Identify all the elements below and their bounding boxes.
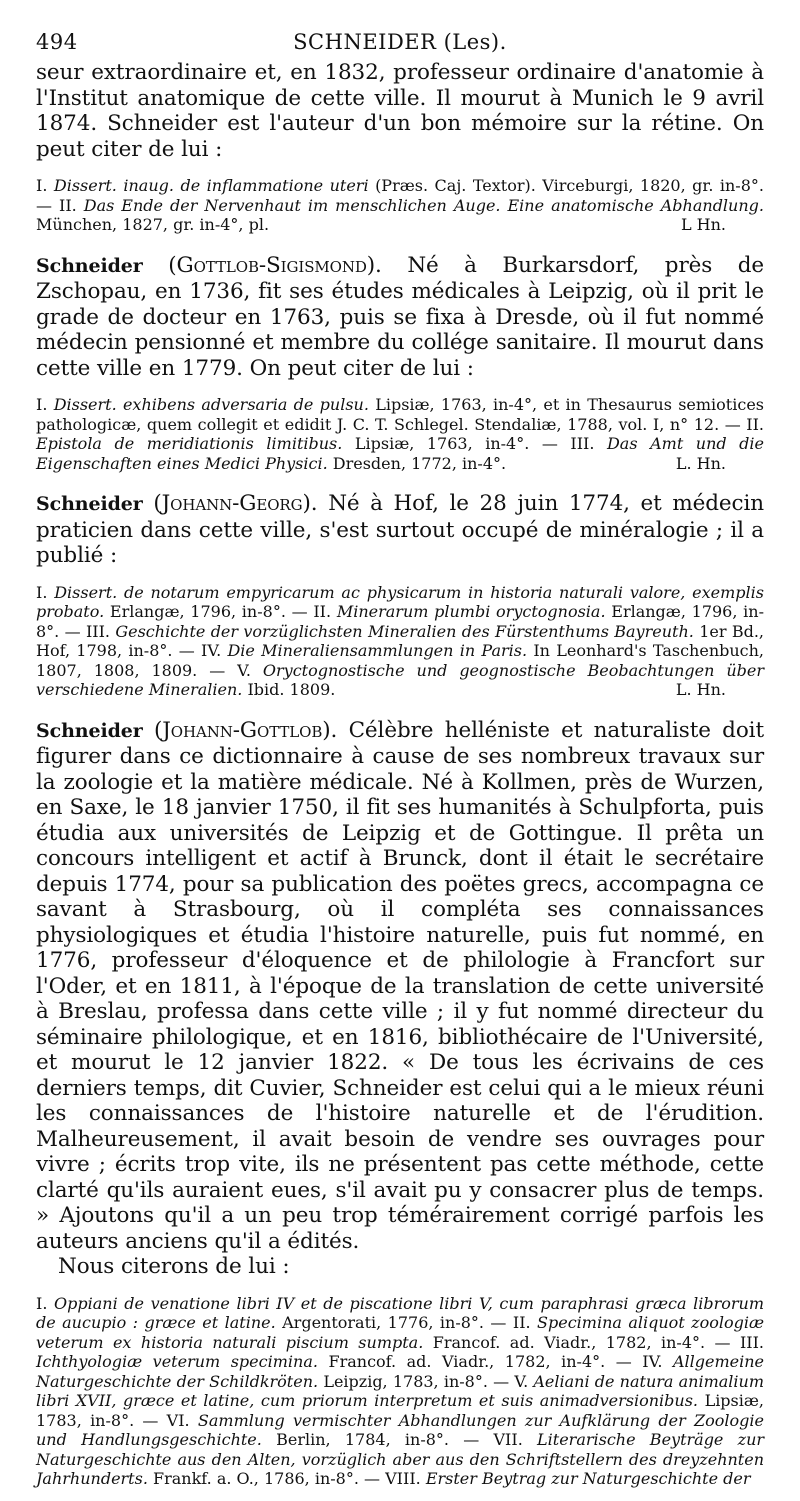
bib-num: II. <box>746 414 765 434</box>
bib-rest: Dresden, 1772, in-4°. <box>332 453 507 473</box>
running-title: SCHNEIDER (Les). <box>293 30 507 54</box>
bib-num: VII. <box>493 1430 523 1449</box>
bib-title: Aeliani de natura animalium libri XVII, græce et latine, cum priorum interpretum et suis animadversionibus. <box>36 1371 765 1410</box>
bib-num: II. <box>512 1313 531 1332</box>
bib-num: I. <box>36 1293 48 1313</box>
author-signature: L Hn. <box>680 215 726 234</box>
bib-title: Specimina aliquot zoologiæ veterum ex historia naturali piscium sumpta. <box>36 1313 765 1352</box>
bib-num: III. <box>85 621 110 641</box>
bib-num: I. <box>36 395 48 414</box>
bib-title: Minerarum plumbi oryctognosia. <box>336 602 606 621</box>
bib-rest: Lipsiæ, 1763, in-4°. <box>354 434 530 453</box>
bib-title: Allgemeine Naturgeschichte der Schildkröten. <box>36 1352 765 1391</box>
bib-num: I. <box>36 176 48 195</box>
entry-gottlob-sigismond <box>36 253 764 382</box>
author-signature: L. Hn. <box>675 453 726 473</box>
entry-given-names: (Johann-Gottlob). <box>154 717 338 743</box>
entry-name: Schneider <box>36 719 143 742</box>
bib-num: I. <box>36 582 48 602</box>
bib-title: Erster Beytrag zur Naturgeschichte der <box>425 1469 751 1488</box>
bib-title: Sammlung vermischter Abhandlungen zur Aufklärung der Zoologie und Handlungsgeschichte. <box>36 1410 764 1449</box>
bib-title: Geschichte der vorzüglichsten Mineralien des Fürstenthums Bayreuth. <box>115 621 694 641</box>
bib-rest: 1er Bd., Hof, 1798, in-8°. <box>36 621 764 660</box>
bib-num: V. <box>514 1371 529 1391</box>
entry-name: Schneider <box>36 493 143 515</box>
bib-rest: Lipsiæ, 1763, in-4°, et in Thesaurus semiotices pathologicæ, quem collegit et edidit J. C. T. Schlegel. Stendaliæ, 1788, vol. I, n° 12. <box>36 395 764 434</box>
entry-johann-gottlob <box>36 718 764 1255</box>
bib-rest: Lipsiæ, 1783, in-8°. <box>36 1391 764 1430</box>
bib-num: VIII. <box>385 1469 421 1488</box>
intro-bibliography: I. Dissert. inaug. de inflammatione uteri (Præs. Caj. Textor). Virceburgi, 1820, gr. in-8°. — II. Das Ende der Nervenhaut im menschlichen Auge. Eine anatomische Abhandlung. München, 1827, gr. in-4°, pl. L Hn. <box>36 176 764 234</box>
bib-title: Dissert. de notarum empyricarum ac physicarum in historia naturali valore, exemplis probato. <box>36 582 764 621</box>
bib-title: Die Mineraliensammlungen in Paris. <box>227 641 528 660</box>
bib-rest: Erlangæ, 1796, in-8°. <box>109 602 286 621</box>
entry-name: Schneider <box>36 254 143 277</box>
bib-rest: Argentorati, 1776, in-8°. <box>282 1313 484 1332</box>
entry-lead: Nous citerons de lui : <box>58 1254 290 1279</box>
bib-title: Das Ende der Nervenhaut im menschlichen Auge. Eine anatomische Abhandlung. <box>83 195 764 215</box>
bib-num: IV. <box>642 1352 663 1371</box>
bib-rest: München, 1827, gr. in-4°, pl. <box>36 215 270 234</box>
bib-title: Literarische Beyträge zur Naturgeschichte aus den Alten, vorzüglich aber aus den Schriftstellern des dreyzehnten Jahrhunderts. <box>36 1430 765 1488</box>
bib-title: Dissert. inaug. de inflammatione uteri <box>53 176 369 195</box>
bib-num: V. <box>237 660 251 680</box>
bib-rest: Frankf. a. O., 1786, in-8°. <box>153 1469 359 1488</box>
page-header <box>36 30 764 60</box>
intro-paragraph: seur extraordinaire et, en 1832, professeur ordinaire d'anatomie à l'Institut anatomique de cette ville. Il mourut à Munich le 9 avril 1874. Schneider est l'auteur d'un bon mémoire sur la rétine. On peut citer de lui : <box>36 60 764 162</box>
entry-text: Né à Hof, le 28 juin 1774, et médecin praticien dans cette ville, s'est surtout occupé de minéralogie ; il a publié : <box>36 491 765 568</box>
entry-text: Né à Burkarsdorf, près de Zschopau, en 1736, fit ses études médicales à Leipzig, où il prit le grade de docteur en 1763, puis se fixa à Dresde, où il fut nommé médecin pensionné et membre du collége sanitaire. Il mourut dans cette ville en 1779. On peut citer de lui : <box>36 252 764 381</box>
bib-num: III. <box>570 434 595 453</box>
bib-rest: Berlin, 1784, in-8°. <box>276 1430 450 1449</box>
bib-num: II. <box>59 195 77 215</box>
bib-title: Ichthyologiæ veterum specimina. <box>36 1352 318 1371</box>
entry-bibliography: I. Dissert. exhibens adversaria de pulsu. Lipsiæ, 1763, in-4°, et in Thesaurus semiotices pathologicæ, quem collegit et edidit J. C. T. Schlegel. Stendaliæ, 1788, vol. I, n° 12. — II. Epistola de meridiationis limitibus. Lipsiæ, 1763, in-4°. — III. Das Amt und die Eigenschaften eines Medici Physici. Dresden, 1772, in-4°. L. Hn. <box>36 395 765 473</box>
bib-num: IV. <box>201 641 222 660</box>
bib-num: VI. <box>166 1410 190 1430</box>
bib-num: III. <box>739 1332 765 1352</box>
bib-rest: Leipzig, 1783, in-8°. <box>323 1371 488 1391</box>
bib-title: Epistola de meridiationis limitibus. <box>36 434 343 453</box>
entry-given-names: (Gottlob-Sigismond). <box>168 252 382 278</box>
entry-bibliography: I. Dissert. de notarum empyricarum ac physicarum in historia naturali valore, exemplis probato. Erlangæ, 1796, in-8°. — II. Minerarum plumbi oryctognosia. Erlangæ, 1796, in-8°. — III. Geschichte der vorzüglichsten Mineralien des Fürstenthums Bayreuth. 1er Bd., Hof, 1798, in-8°. — IV. Die Mineraliensammlungen in Paris. In Leonhard's Taschenbuch, 1807, 1808, 1809. — V. Oryctognostische und geognostische Beobachtungen über verschiedene Mineralien. Ibid. 1809. L. Hn. <box>36 582 765 699</box>
entry-text: Célèbre helléniste et naturaliste doit figurer dans ce dictionnaire à cause de ses nombreux travaux sur la zoologie et la matière médicale. Né à Kollmen, près de Wurzen, en Saxe, le 18 janvier 1750, il fit ses humanités à Schulpforta, puis étudia aux universités de Leipzig et de Gottingue. Il prêta un concours intelligent et actif à Brunck, dont il était le secrétaire depuis 1774, pour sa publication des poëtes grecs, accompagna ce savant à Strasbourg, où il compléta ses connaissances physiologiques et étudia l'histoire naturelle, puis fut nommé, en 1776, professeur d'éloquence et de philologie à Francfort sur l'Oder, et en 1811, à l'époque de la translation de cette université à Breslau, professa dans cette ville ; il y fut nommé directeur du séminaire philologique, et en 1816, bibliothécaire de l'Université, et mourut le 12 janvier 1822. « De tous les écrivains de ces derniers temps, dit Cuvier, Schneider est celui qui a le mieux réuni les connaissances de l'histoire naturelle et de l'érudition. Malheureusement, il avait besoin de vendre ses ouvrages pour vivre ; écrits trop vite, ils ne présentent pas cette méthode, cette clarté qu'ils auraient eues, s'il avait pu y consacrer plus de temps. » Ajoutons qu'il a un peu trop témérairement corrigé parfois les auteurs anciens qu'il a édités. <box>36 717 764 1254</box>
bib-num: II. <box>313 602 332 621</box>
bib-rest: In Leonhard's Taschenbuch, 1807, 1808, 1809. <box>36 641 765 680</box>
bib-rest: Ibid. 1809. <box>247 680 336 699</box>
entry-johann-georg <box>36 491 764 569</box>
bib-title: Oppiani de venatione libri IV et de piscatione libri V, cum paraphrasi græca librorum de aucupio : græce et latine. <box>36 1293 764 1332</box>
page-number: 494 <box>36 30 78 54</box>
bib-rest: Francof. ad. Viadr., 1782, in-4°. <box>328 1352 606 1371</box>
bib-rest: (Præs. Caj. Textor). Virceburgi, 1820, gr. in-8°. <box>375 176 764 195</box>
bib-title: Oryctognostische und geognostische Beobachtungen über verschiedene Mineralien. <box>36 660 765 699</box>
bib-title: Das Amt und die Eigenschaften eines Medici Physici. <box>36 434 764 473</box>
entry-bibliography: I. Oppiani de venatione libri IV et de piscatione libri V, cum paraphrasi græca librorum de aucupio : græce et latine. Argentorati, 1776, in-8°. — II. Specimina aliquot zoologiæ veterum ex historia naturali piscium sumpta. Francof. ad. Viadr., 1782, in-4°. — III. Ichthyologiæ veterum specimina. Francof. ad. Viadr., 1782, in-4°. — IV. Allgemeine Naturgeschichte der Schildkröten. Leipzig, 1783, in-8°. — V. Aeliani de natura animalium libri XVII, græce et latine, cum priorum interpretum et suis animadversionibus. Lipsiæ, 1783, in-8°. — VI. Sammlung vermischter Abhandlungen zur Aufklärung der Zoologie und Handlungsgeschichte. Berlin, 1784, in-8°. — VII. Literarische Beyträge zur Naturgeschichte aus den Alten, vorzüglich aber aus den Schriftstellern des dreyzehnten Jahrhunderts. Frankf. a. O., 1786, in-8°. — VIII. Erster Beytrag zur Naturgeschichte der <box>36 1293 765 1488</box>
entry-given-names: (Johann-Georg). <box>153 491 318 516</box>
bib-rest: Francof. ad. Viadr., 1782, in-4°. <box>432 1332 706 1352</box>
bib-title: Dissert. exhibens adversaria de pulsu. <box>53 395 369 414</box>
author-signature: L. Hn. <box>675 680 726 699</box>
bib-rest: Erlangæ, 1796, in-8°. <box>36 602 764 641</box>
